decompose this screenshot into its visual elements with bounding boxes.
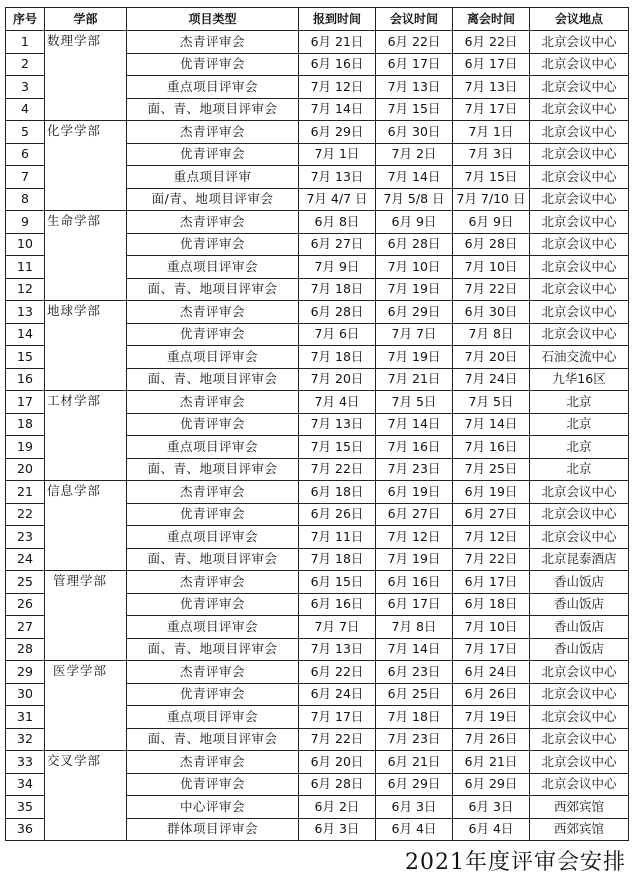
meeting-time: 6月 21日 — [376, 751, 453, 774]
leave-time: 7月 22日 — [453, 548, 530, 571]
meeting-location: 西郊宾馆 — [530, 818, 629, 841]
leave-time: 7月 22日 — [453, 278, 530, 301]
meeting-time: 7月 19日 — [376, 346, 453, 369]
leave-time: 6月 30日 — [453, 301, 530, 324]
report-time: 7月 13日 — [299, 413, 376, 436]
meeting-time: 7月 5/8 日 — [376, 188, 453, 211]
project-type: 优青评审会 — [127, 593, 299, 616]
leave-time: 6月 28日 — [453, 233, 530, 256]
row-index: 8 — [6, 188, 45, 211]
meeting-location: 北京会议中心 — [530, 211, 629, 234]
report-time: 7月 9日 — [299, 256, 376, 279]
row-index: 1 — [6, 31, 45, 54]
row-index: 30 — [6, 683, 45, 706]
meeting-time: 7月 19日 — [376, 548, 453, 571]
row-index: 2 — [6, 53, 45, 76]
department-name: 管理学部 — [45, 571, 127, 661]
meeting-location: 北京 — [530, 413, 629, 436]
meeting-location: 北京会议中心 — [530, 661, 629, 684]
project-type: 优青评审会 — [127, 323, 299, 346]
leave-time: 7月 12日 — [453, 526, 530, 549]
project-type: 优青评审会 — [127, 53, 299, 76]
row-index: 19 — [6, 436, 45, 459]
leave-time: 7月 16日 — [453, 436, 530, 459]
project-type: 杰青评审会 — [127, 211, 299, 234]
leave-time: 6月 17日 — [453, 53, 530, 76]
meeting-location: 北京会议中心 — [530, 773, 629, 796]
document-caption: 2021年度评审会安排 — [405, 850, 626, 875]
row-index: 14 — [6, 323, 45, 346]
project-type: 重点项目评审会 — [127, 76, 299, 99]
meeting-time: 7月 14日 — [376, 166, 453, 189]
meeting-time: 6月 23日 — [376, 661, 453, 684]
row-index: 3 — [6, 76, 45, 99]
row-index: 20 — [6, 458, 45, 481]
row-index: 35 — [6, 796, 45, 819]
meeting-location: 北京会议中心 — [530, 98, 629, 121]
report-time: 6月 16日 — [299, 53, 376, 76]
department-name: 医学学部 — [45, 661, 127, 751]
leave-time: 7月 13日 — [453, 76, 530, 99]
meeting-time: 6月 17日 — [376, 53, 453, 76]
meeting-location: 北京会议中心 — [530, 53, 629, 76]
project-type: 面、青、地项目评审会 — [127, 638, 299, 661]
meeting-time: 7月 15日 — [376, 98, 453, 121]
row-index: 29 — [6, 661, 45, 684]
report-time: 7月 6日 — [299, 323, 376, 346]
meeting-time: 6月 19日 — [376, 481, 453, 504]
table-row — [6, 481, 629, 504]
report-time: 7月 7日 — [299, 616, 376, 639]
leave-time: 6月 3日 — [453, 796, 530, 819]
report-time: 7月 4/7 日 — [299, 188, 376, 211]
row-index: 5 — [6, 121, 45, 144]
header-project-type: 项目类型 — [127, 8, 299, 31]
project-type: 杰青评审会 — [127, 571, 299, 594]
row-index: 15 — [6, 346, 45, 369]
report-time: 6月 27日 — [299, 233, 376, 256]
row-index: 36 — [6, 818, 45, 841]
project-type: 中心评审会 — [127, 796, 299, 819]
leave-time: 7月 10日 — [453, 616, 530, 639]
project-type: 重点项目评审会 — [127, 436, 299, 459]
leave-time: 6月 18日 — [453, 593, 530, 616]
report-time: 7月 15日 — [299, 436, 376, 459]
meeting-location: 北京会议中心 — [530, 31, 629, 54]
meeting-location: 北京会议中心 — [530, 751, 629, 774]
project-type: 优青评审会 — [127, 413, 299, 436]
meeting-time: 6月 9日 — [376, 211, 453, 234]
meeting-location: 北京会议中心 — [530, 683, 629, 706]
meeting-time: 6月 29日 — [376, 301, 453, 324]
leave-time: 7月 19日 — [453, 706, 530, 729]
report-time: 6月 18日 — [299, 481, 376, 504]
row-index: 22 — [6, 503, 45, 526]
leave-time: 7月 20日 — [453, 346, 530, 369]
meeting-time: 6月 25日 — [376, 683, 453, 706]
report-time: 6月 22日 — [299, 661, 376, 684]
report-time: 7月 22日 — [299, 458, 376, 481]
report-time: 7月 12日 — [299, 76, 376, 99]
report-time: 7月 14日 — [299, 98, 376, 121]
meeting-location: 西郊宾馆 — [530, 796, 629, 819]
project-type: 优青评审会 — [127, 773, 299, 796]
leave-time: 7月 17日 — [453, 638, 530, 661]
row-index: 11 — [6, 256, 45, 279]
leave-time: 7月 26日 — [453, 728, 530, 751]
project-type: 重点项目评审会 — [127, 346, 299, 369]
table-row — [6, 301, 629, 324]
project-type: 面/青、地项目评审会 — [127, 188, 299, 211]
meeting-location: 九华16区 — [530, 368, 629, 391]
report-time: 6月 8日 — [299, 211, 376, 234]
meeting-time: 6月 28日 — [376, 233, 453, 256]
meeting-time: 6月 16日 — [376, 571, 453, 594]
leave-time: 6月 22日 — [453, 31, 530, 54]
meeting-time: 6月 3日 — [376, 796, 453, 819]
meeting-time: 7月 16日 — [376, 436, 453, 459]
project-type: 重点项目评审会 — [127, 526, 299, 549]
leave-time: 7月 3日 — [453, 143, 530, 166]
meeting-location: 北京会议中心 — [530, 526, 629, 549]
meeting-location: 香山饭店 — [530, 571, 629, 594]
table-row — [6, 211, 629, 234]
meeting-time: 7月 10日 — [376, 256, 453, 279]
meeting-time: 7月 19日 — [376, 278, 453, 301]
header-row — [6, 8, 629, 31]
meeting-location: 北京会议中心 — [530, 706, 629, 729]
leave-time: 7月 24日 — [453, 368, 530, 391]
meeting-location: 北京会议中心 — [530, 76, 629, 99]
leave-time: 7月 8日 — [453, 323, 530, 346]
table-row — [6, 661, 629, 684]
table-row — [6, 751, 629, 774]
row-index: 23 — [6, 526, 45, 549]
meeting-location: 北京 — [530, 391, 629, 414]
project-type: 杰青评审会 — [127, 481, 299, 504]
report-time: 6月 28日 — [299, 301, 376, 324]
report-time: 7月 11日 — [299, 526, 376, 549]
project-type: 杰青评审会 — [127, 301, 299, 324]
meeting-location: 北京会议中心 — [530, 166, 629, 189]
meeting-location: 北京会议中心 — [530, 323, 629, 346]
meeting-time: 6月 29日 — [376, 773, 453, 796]
department-name: 数理学部 — [45, 31, 127, 121]
report-time: 6月 20日 — [299, 751, 376, 774]
project-type: 重点项目评审会 — [127, 616, 299, 639]
report-time: 7月 13日 — [299, 166, 376, 189]
row-index: 24 — [6, 548, 45, 571]
report-time: 6月 21日 — [299, 31, 376, 54]
meeting-location: 北京会议中心 — [530, 728, 629, 751]
meeting-location: 北京会议中心 — [530, 256, 629, 279]
project-type: 面、青、地项目评审会 — [127, 728, 299, 751]
leave-time: 6月 21日 — [453, 751, 530, 774]
meeting-time: 7月 21日 — [376, 368, 453, 391]
report-time: 7月 22日 — [299, 728, 376, 751]
row-index: 21 — [6, 481, 45, 504]
header-location: 会议地点 — [530, 8, 629, 31]
meeting-location: 北京会议中心 — [530, 188, 629, 211]
header-index: 序号 — [6, 8, 45, 31]
leave-time: 7月 5日 — [453, 391, 530, 414]
table-row — [6, 31, 629, 54]
report-time: 6月 16日 — [299, 593, 376, 616]
meeting-time: 7月 23日 — [376, 728, 453, 751]
header-department: 学部 — [45, 8, 127, 31]
meeting-location: 香山饭店 — [530, 616, 629, 639]
leave-time: 6月 29日 — [453, 773, 530, 796]
leave-time: 7月 25日 — [453, 458, 530, 481]
row-index: 12 — [6, 278, 45, 301]
meeting-location: 北京会议中心 — [530, 503, 629, 526]
project-type: 杰青评审会 — [127, 391, 299, 414]
meeting-location: 北京 — [530, 458, 629, 481]
row-index: 32 — [6, 728, 45, 751]
report-time: 6月 26日 — [299, 503, 376, 526]
row-index: 17 — [6, 391, 45, 414]
report-time: 6月 29日 — [299, 121, 376, 144]
meeting-location: 北京会议中心 — [530, 301, 629, 324]
leave-time: 6月 24日 — [453, 661, 530, 684]
table-body — [6, 31, 629, 841]
project-type: 优青评审会 — [127, 683, 299, 706]
meeting-time: 7月 23日 — [376, 458, 453, 481]
row-index: 25 — [6, 571, 45, 594]
report-time: 7月 1日 — [299, 143, 376, 166]
project-type: 面、青、地项目评审会 — [127, 278, 299, 301]
row-index: 18 — [6, 413, 45, 436]
row-index: 34 — [6, 773, 45, 796]
meeting-time: 7月 14日 — [376, 638, 453, 661]
report-time: 7月 13日 — [299, 638, 376, 661]
meeting-location: 北京会议中心 — [530, 278, 629, 301]
project-type: 优青评审会 — [127, 233, 299, 256]
project-type: 杰青评审会 — [127, 661, 299, 684]
row-index: 4 — [6, 98, 45, 121]
row-index: 6 — [6, 143, 45, 166]
report-time: 6月 24日 — [299, 683, 376, 706]
project-type: 面、青、地项目评审会 — [127, 458, 299, 481]
leave-time: 7月 7/10 日 — [453, 188, 530, 211]
report-time: 7月 18日 — [299, 278, 376, 301]
meeting-location: 香山饭店 — [530, 638, 629, 661]
leave-time: 6月 19日 — [453, 481, 530, 504]
project-type: 优青评审会 — [127, 503, 299, 526]
meeting-location: 北京 — [530, 436, 629, 459]
report-time: 7月 20日 — [299, 368, 376, 391]
meeting-time: 6月 17日 — [376, 593, 453, 616]
report-time: 7月 18日 — [299, 548, 376, 571]
row-index: 27 — [6, 616, 45, 639]
project-type: 面、青、地项目评审会 — [127, 368, 299, 391]
leave-time: 6月 9日 — [453, 211, 530, 234]
meeting-time: 7月 7日 — [376, 323, 453, 346]
leave-time: 7月 17日 — [453, 98, 530, 121]
department-name: 工材学部 — [45, 391, 127, 481]
project-type: 重点项目评审会 — [127, 706, 299, 729]
meeting-time: 6月 30日 — [376, 121, 453, 144]
department-name: 地球学部 — [45, 301, 127, 391]
header-leave-time: 离会时间 — [453, 8, 530, 31]
report-time: 6月 28日 — [299, 773, 376, 796]
meeting-time: 7月 14日 — [376, 413, 453, 436]
leave-time: 6月 17日 — [453, 571, 530, 594]
report-time: 6月 2日 — [299, 796, 376, 819]
project-type: 杰青评审会 — [127, 751, 299, 774]
meeting-time: 6月 22日 — [376, 31, 453, 54]
department-name: 交叉学部 — [45, 751, 127, 841]
meeting-location: 石油交流中心 — [530, 346, 629, 369]
leave-time: 6月 27日 — [453, 503, 530, 526]
project-type: 面、青、地项目评审会 — [127, 98, 299, 121]
schedule-sheet — [5, 7, 628, 841]
project-type: 杰青评审会 — [127, 121, 299, 144]
project-type: 群体项目评审会 — [127, 818, 299, 841]
leave-time: 7月 14日 — [453, 413, 530, 436]
meeting-time: 7月 18日 — [376, 706, 453, 729]
leave-time: 7月 1日 — [453, 121, 530, 144]
meeting-time: 7月 2日 — [376, 143, 453, 166]
meeting-location: 北京会议中心 — [530, 233, 629, 256]
row-index: 9 — [6, 211, 45, 234]
project-type: 重点项目评审 — [127, 166, 299, 189]
meeting-time: 7月 5日 — [376, 391, 453, 414]
meeting-time: 6月 4日 — [376, 818, 453, 841]
project-type: 面、青、地项目评审会 — [127, 548, 299, 571]
leave-time: 7月 10日 — [453, 256, 530, 279]
department-name: 化学学部 — [45, 121, 127, 211]
review-schedule-table — [5, 7, 629, 841]
department-name: 生命学部 — [45, 211, 127, 301]
meeting-location: 北京会议中心 — [530, 121, 629, 144]
row-index: 7 — [6, 166, 45, 189]
header-report-time: 报到时间 — [299, 8, 376, 31]
report-time: 7月 18日 — [299, 346, 376, 369]
leave-time: 6月 4日 — [453, 818, 530, 841]
report-time: 6月 15日 — [299, 571, 376, 594]
row-index: 13 — [6, 301, 45, 324]
meeting-location: 北京会议中心 — [530, 143, 629, 166]
report-time: 7月 4日 — [299, 391, 376, 414]
project-type: 重点项目评审会 — [127, 256, 299, 279]
row-index: 26 — [6, 593, 45, 616]
report-time: 7月 17日 — [299, 706, 376, 729]
meeting-location: 北京会议中心 — [530, 481, 629, 504]
meeting-time: 6月 27日 — [376, 503, 453, 526]
project-type: 杰青评审会 — [127, 31, 299, 54]
row-index: 16 — [6, 368, 45, 391]
leave-time: 6月 26日 — [453, 683, 530, 706]
table-row — [6, 121, 629, 144]
meeting-location: 香山饭店 — [530, 593, 629, 616]
project-type: 优青评审会 — [127, 143, 299, 166]
report-time: 6月 3日 — [299, 818, 376, 841]
department-name: 信息学部 — [45, 481, 127, 571]
meeting-location: 北京昆泰酒店 — [530, 548, 629, 571]
table-row — [6, 571, 629, 594]
row-index: 10 — [6, 233, 45, 256]
row-index: 28 — [6, 638, 45, 661]
table-row — [6, 391, 629, 414]
row-index: 31 — [6, 706, 45, 729]
row-index: 33 — [6, 751, 45, 774]
meeting-time: 7月 12日 — [376, 526, 453, 549]
leave-time: 7月 15日 — [453, 166, 530, 189]
meeting-time: 7月 8日 — [376, 616, 453, 639]
meeting-time: 7月 13日 — [376, 76, 453, 99]
header-meeting-time: 会议时间 — [376, 8, 453, 31]
